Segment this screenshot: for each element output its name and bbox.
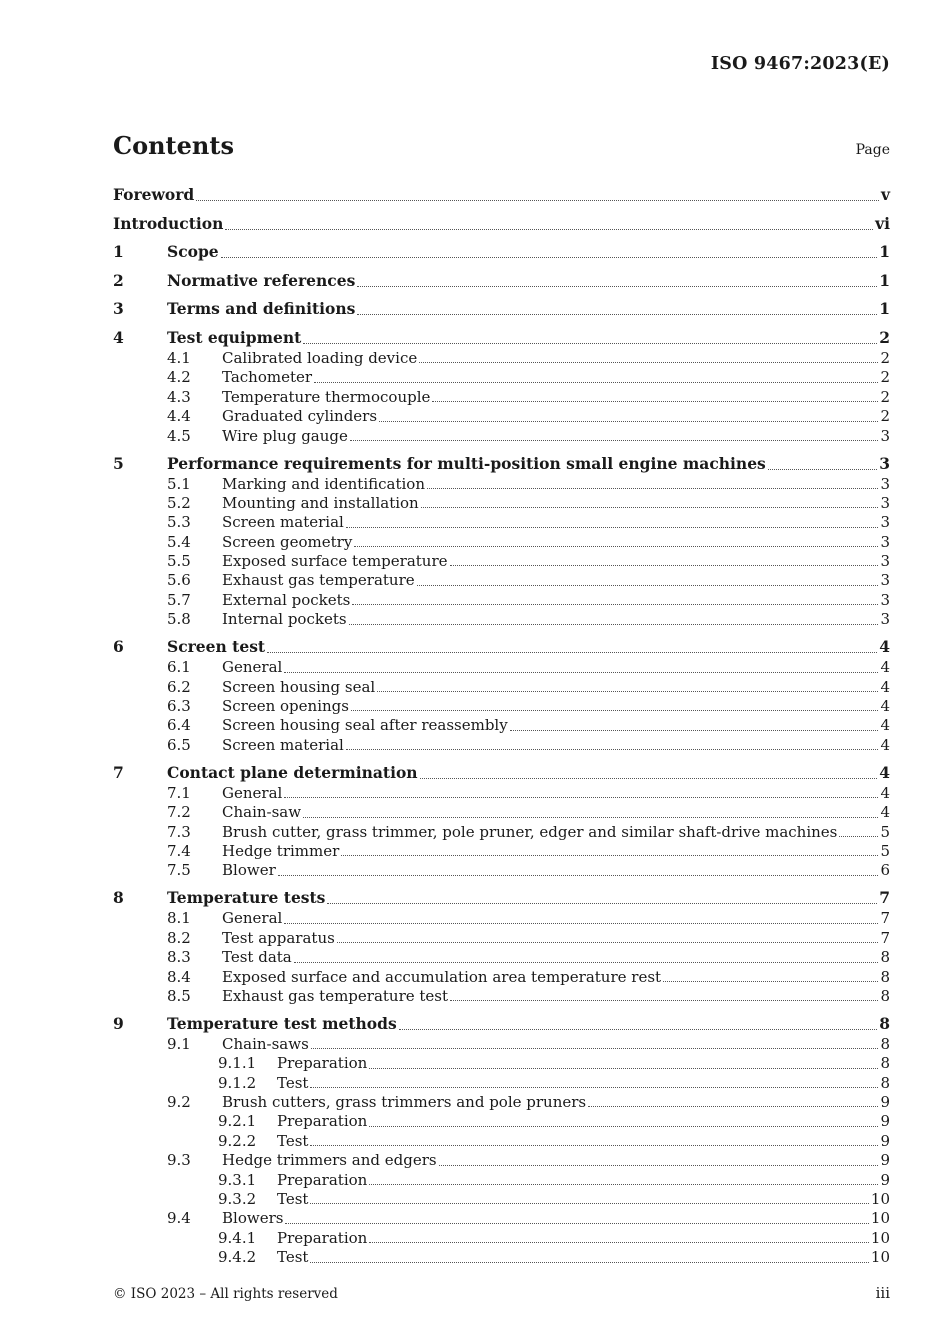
- toc-entry-number: 9: [113, 1013, 124, 1033]
- toc-entry[interactable]: [113, 823, 890, 842]
- toc-entry[interactable]: [113, 552, 890, 571]
- toc-entry-number: 9.2.2: [218, 1131, 257, 1150]
- toc-leader-dots: [377, 690, 878, 692]
- toc-entry-page: 4: [879, 762, 890, 782]
- toc-entry-title: Internal pockets: [222, 610, 347, 629]
- toc-entry[interactable]: [113, 494, 890, 513]
- toc-leader-dots: [420, 777, 878, 779]
- toc-leader-dots: [450, 564, 879, 566]
- toc-entry-title: Blower: [222, 861, 276, 880]
- toc-leader-dots: [341, 854, 878, 856]
- toc-entry-title: Screen housing seal: [222, 677, 376, 696]
- toc-entry-title: Scope: [167, 242, 219, 262]
- toc-entry[interactable]: [113, 571, 890, 590]
- toc-leader-dots: [357, 313, 877, 315]
- toc-entry[interactable]: [113, 697, 890, 716]
- toc-entry-page: 8: [880, 1054, 890, 1073]
- toc-entry-number: 7.5: [167, 861, 191, 880]
- toc-entry-number: 7: [113, 762, 124, 782]
- toc-entry[interactable]: [113, 1248, 890, 1267]
- toc-entry-number: 6.5: [167, 735, 191, 754]
- toc-leader-dots: [450, 999, 878, 1001]
- toc-entry-title: Exposed surface and accumulation area temperature rest: [222, 967, 662, 986]
- toc-leader-dots: [278, 874, 879, 876]
- toc-entry[interactable]: [113, 784, 890, 803]
- toc-entry-page: 10: [870, 1228, 890, 1247]
- toc-entry[interactable]: [113, 368, 890, 387]
- toc-entry[interactable]: [113, 1013, 890, 1035]
- toc-entry[interactable]: [113, 803, 890, 822]
- toc-entry[interactable]: [113, 1171, 890, 1190]
- toc-entry-title: Screen housing seal after reassembly: [222, 716, 508, 735]
- toc-entry-title: External pockets: [222, 590, 351, 609]
- toc-leader-dots: [369, 1125, 878, 1127]
- toc-entry-number: 7.3: [167, 822, 191, 841]
- toc-leader-dots: [311, 1047, 879, 1049]
- toc-entry-title: Hedge trimmers and edgers: [222, 1151, 437, 1170]
- toc-leader-dots: [225, 228, 873, 230]
- footer-copyright: © ISO 2023 – All rights reserved: [113, 1286, 338, 1302]
- toc-entry-page: 3: [880, 532, 890, 551]
- toc-entry-page: 3: [880, 610, 890, 629]
- toc-entry-page: 1: [879, 299, 890, 319]
- toc-entry-number: 7.1: [167, 783, 191, 802]
- toc-entry-number: 9.2: [167, 1093, 191, 1112]
- toc-entry-number: 7.4: [167, 841, 191, 860]
- toc-entry-number: 6.2: [167, 677, 191, 696]
- toc-entry[interactable]: [113, 241, 890, 263]
- toc-entry[interactable]: [113, 533, 890, 552]
- toc-entry[interactable]: [113, 887, 890, 909]
- toc-entry[interactable]: [113, 1132, 890, 1151]
- toc-entry-number: 9.2.1: [218, 1112, 257, 1131]
- toc-entry-page: 6: [880, 861, 890, 880]
- toc-entry-number: 4: [113, 327, 124, 347]
- toc-leader-dots: [284, 922, 878, 924]
- toc-leader-dots: [346, 526, 879, 528]
- toc-entry-title: Chain-saws: [222, 1034, 309, 1053]
- toc-entry-number: 4.1: [167, 348, 191, 367]
- toc-entry-number: 8.2: [167, 928, 191, 947]
- toc-entry-page: 8: [879, 1013, 890, 1033]
- toc-entry-number: 4.2: [167, 368, 191, 387]
- toc-entry-page: 5: [880, 841, 890, 860]
- toc-entry-page: 4: [880, 677, 890, 696]
- toc-entry-page: 9: [880, 1131, 890, 1150]
- toc-entry-page: 10: [870, 1209, 890, 1228]
- toc-entry[interactable]: [113, 1093, 890, 1112]
- toc-entry-number: 7.2: [167, 803, 191, 822]
- toc-entry[interactable]: [113, 610, 890, 629]
- toc-entry-title: Preparation: [277, 1170, 368, 1189]
- toc-entry-page: 9: [880, 1151, 890, 1170]
- toc-entry-title: Chain-saw: [222, 803, 302, 822]
- toc-entry[interactable]: [113, 453, 890, 475]
- toc-leader-dots: [285, 1222, 868, 1224]
- toc-entry-page: 7: [880, 909, 890, 928]
- toc-entry[interactable]: [113, 298, 890, 320]
- toc-entry-number: 4.3: [167, 387, 191, 406]
- toc-leader-dots: [196, 199, 879, 201]
- toc-entry-page: 3: [880, 571, 890, 590]
- toc-leader-dots: [310, 1086, 878, 1088]
- toc-entry-page: 4: [880, 735, 890, 754]
- toc-entry-page: 8: [880, 986, 890, 1005]
- toc-entry-title: Calibrated loading device: [222, 348, 418, 367]
- toc-entry-page: 9: [880, 1170, 890, 1189]
- toc-entry-number: 5.6: [167, 571, 191, 590]
- footer-page-number: iii: [875, 1284, 890, 1302]
- toc-entry-title: Test equipment: [167, 327, 302, 347]
- toc-entry-title: Terms and definitions: [167, 299, 356, 319]
- toc-leader-dots: [510, 729, 879, 731]
- toc-entry-title: Test: [277, 1248, 309, 1267]
- toc-leader-dots: [303, 342, 877, 344]
- toc-entry-title: Normative references: [167, 270, 356, 290]
- toc-entry-title: Marking and identification: [222, 474, 425, 493]
- toc-leader-dots: [663, 980, 878, 982]
- toc-entry-number: 5.5: [167, 552, 191, 571]
- toc-entry[interactable]: [113, 349, 890, 368]
- toc-entry[interactable]: [113, 513, 890, 532]
- toc-entry-title: Test apparatus: [222, 928, 335, 947]
- toc-leader-dots: [839, 835, 878, 837]
- toc-entry[interactable]: [113, 1074, 890, 1093]
- toc-leader-dots: [379, 420, 878, 422]
- toc-leader-dots: [284, 796, 878, 798]
- toc-entry[interactable]: [113, 475, 890, 494]
- toc-leader-dots: [588, 1105, 878, 1107]
- toc-entry-page: 3: [880, 474, 890, 493]
- toc-entry[interactable]: [113, 658, 890, 677]
- toc-entry-title: Screen material: [222, 735, 344, 754]
- toc-entry[interactable]: [113, 327, 890, 349]
- toc-entry-number: 2: [113, 270, 124, 290]
- toc-entry-page: 3: [880, 552, 890, 571]
- toc-leader-dots: [768, 468, 877, 470]
- toc-entry-title: Foreword: [113, 185, 195, 204]
- toc-entry-page: 8: [880, 967, 890, 986]
- table-of-contents: [113, 184, 890, 1268]
- toc-entry-page: 3: [879, 453, 890, 473]
- toc-entry-title: Blowers: [222, 1209, 284, 1228]
- toc-entry-title: Graduated cylinders: [222, 407, 378, 426]
- toc-leader-dots: [310, 1261, 868, 1263]
- toc-leader-dots: [357, 285, 877, 287]
- toc-entry-page: 5: [880, 822, 890, 841]
- toc-entry[interactable]: [113, 968, 890, 987]
- toc-leader-dots: [346, 748, 879, 750]
- toc-entry[interactable]: [113, 407, 890, 426]
- toc-entry-number: 5.1: [167, 474, 191, 493]
- toc-entry[interactable]: [113, 762, 890, 784]
- toc-leader-dots: [432, 400, 878, 402]
- toc-entry-page: 2: [880, 387, 890, 406]
- page-column-label: Page: [855, 142, 890, 158]
- toc-entry-number: 6: [113, 637, 124, 657]
- toc-entry-title: Contact plane determination: [167, 762, 418, 782]
- toc-entry-title: Preparation: [277, 1112, 368, 1131]
- toc-entry-page: 8: [880, 948, 890, 967]
- toc-entry-page: 2: [880, 368, 890, 387]
- toc-leader-dots: [310, 1144, 878, 1146]
- toc-entry-page: 8: [880, 1073, 890, 1092]
- toc-entry-page: 10: [870, 1248, 890, 1267]
- toc-entry-title: Wire plug gauge: [222, 426, 348, 445]
- toc-entry-title: Preparation: [277, 1054, 368, 1073]
- toc-entry-page: 7: [880, 928, 890, 947]
- toc-entry-number: 4.4: [167, 407, 191, 426]
- toc-entry-title: Screen geometry: [222, 532, 353, 551]
- toc-entry[interactable]: [113, 716, 890, 735]
- toc-entry-number: 9.4: [167, 1209, 191, 1228]
- toc-entry[interactable]: [113, 591, 890, 610]
- toc-entry-page: 1: [879, 242, 890, 262]
- toc-leader-dots: [439, 1164, 879, 1166]
- toc-entry[interactable]: [113, 987, 890, 1006]
- toc-entry-number: 8: [113, 888, 124, 908]
- document-id: ISO 9467:2023(E): [710, 54, 890, 74]
- toc-leader-dots: [267, 651, 877, 653]
- toc-entry-title: Test data: [222, 948, 292, 967]
- toc-entry-number: 9.4.2: [218, 1248, 257, 1267]
- toc-leader-dots: [369, 1241, 869, 1243]
- toc-leader-dots: [314, 381, 878, 383]
- toc-leader-dots: [419, 361, 878, 363]
- toc-leader-dots: [349, 623, 879, 625]
- toc-entry-number: 9.1.1: [218, 1054, 257, 1073]
- toc-entry-title: General: [222, 658, 283, 677]
- toc-entry[interactable]: [113, 1190, 890, 1209]
- toc-entry[interactable]: [113, 678, 890, 697]
- toc-entry-number: 5.2: [167, 493, 191, 512]
- toc-entry-page: 3: [880, 426, 890, 445]
- toc-entry[interactable]: [113, 929, 890, 948]
- toc-entry-page: 4: [880, 783, 890, 802]
- toc-entry-title: Brush cutters, grass trimmers and pole pruners: [222, 1093, 587, 1112]
- toc-entry-number: 9.1.2: [218, 1073, 257, 1092]
- toc-entry[interactable]: [113, 948, 890, 967]
- toc-entry-title: Temperature test methods: [167, 1013, 397, 1033]
- toc-entry-page: 4: [880, 803, 890, 822]
- toc-leader-dots: [350, 439, 879, 441]
- toc-entry-number: 9.4.1: [218, 1228, 257, 1247]
- toc-entry-title: Brush cutter, grass trimmer, pole pruner, edger and similar shaft-drive machines: [222, 822, 838, 841]
- toc-entry-title: Screen openings: [222, 697, 349, 716]
- toc-entry-title: Test: [277, 1190, 309, 1208]
- toc-entry-number: 6.4: [167, 716, 191, 735]
- toc-entry-page: v: [880, 185, 890, 204]
- toc-entry[interactable]: [113, 636, 890, 658]
- toc-entry-number: 8.5: [167, 986, 191, 1005]
- toc-leader-dots: [352, 603, 878, 605]
- toc-entry[interactable]: [113, 1229, 890, 1248]
- toc-entry-page: 3: [880, 513, 890, 532]
- toc-entry[interactable]: [113, 861, 890, 880]
- toc-leader-dots: [427, 487, 878, 489]
- toc-entry[interactable]: [113, 1151, 890, 1170]
- toc-entry-page: 2: [880, 407, 890, 426]
- toc-leader-dots: [337, 941, 879, 943]
- toc-leader-dots: [221, 256, 878, 258]
- toc-entry[interactable]: [113, 213, 890, 235]
- toc-entry-title: Mounting and installation: [222, 493, 419, 512]
- toc-entry-title: Screen test: [167, 637, 266, 657]
- toc-entry[interactable]: [113, 270, 890, 292]
- toc-leader-dots: [354, 545, 878, 547]
- toc-entry-title: Test: [277, 1131, 309, 1150]
- toc-entry-title: Preparation: [277, 1228, 368, 1247]
- toc-entry-number: 8.1: [167, 909, 191, 928]
- toc-entry-title: General: [222, 783, 283, 802]
- toc-entry-number: 9.3.2: [218, 1190, 257, 1208]
- toc-entry[interactable]: [113, 184, 890, 206]
- page-title: Contents: [113, 131, 234, 160]
- toc-entry-page: 2: [880, 348, 890, 367]
- toc-entry[interactable]: [113, 1054, 890, 1073]
- toc-entry-number: 5.4: [167, 532, 191, 551]
- toc-entry-page: 4: [880, 658, 890, 677]
- toc-entry-page: 9: [880, 1093, 890, 1112]
- toc-entry-page: 1: [879, 270, 890, 290]
- toc-entry-number: 4.5: [167, 426, 191, 445]
- toc-leader-dots: [294, 961, 879, 963]
- toc-entry-title: Screen material: [222, 513, 344, 532]
- toc-entry-number: 8.3: [167, 948, 191, 967]
- toc-leader-dots: [351, 709, 878, 711]
- toc-entry-title: Exhaust gas temperature: [222, 571, 415, 590]
- toc-entry-page: 9: [880, 1112, 890, 1131]
- toc-leader-dots: [369, 1183, 878, 1185]
- toc-entry-title: General: [222, 909, 283, 928]
- toc-entry-page: 10: [870, 1190, 890, 1208]
- toc-entry[interactable]: [113, 1035, 890, 1054]
- toc-entry[interactable]: [113, 909, 890, 928]
- toc-entry-page: 4: [880, 697, 890, 716]
- toc-entry-number: 6.1: [167, 658, 191, 677]
- toc-entry-title: Temperature thermocouple: [222, 387, 431, 406]
- toc-entry-number: 1: [113, 242, 124, 262]
- toc-leader-dots: [327, 902, 877, 904]
- toc-entry-page: 8: [880, 1034, 890, 1053]
- toc-entry-title: Tachometer: [222, 368, 313, 387]
- toc-leader-dots: [303, 816, 878, 818]
- toc-entry-page: 2: [879, 327, 890, 347]
- toc-entry-title: Temperature tests: [167, 888, 326, 908]
- toc-entry-title: Exposed surface temperature: [222, 552, 448, 571]
- toc-entry-page: 3: [880, 493, 890, 512]
- toc-entry-number: 9.1: [167, 1034, 191, 1053]
- toc-entry-page: 3: [880, 590, 890, 609]
- toc-entry[interactable]: [113, 1112, 890, 1131]
- toc-entry-number: 5: [113, 453, 124, 473]
- toc-entry-title: Hedge trimmer: [222, 841, 340, 860]
- toc-entry-page: vi: [875, 213, 890, 233]
- toc-entry-number: 5.7: [167, 590, 191, 609]
- toc-entry[interactable]: [113, 1209, 890, 1228]
- toc-entry-number: 5.3: [167, 513, 191, 532]
- toc-entry-page: 7: [879, 888, 890, 908]
- toc-leader-dots: [399, 1028, 878, 1030]
- toc-entry[interactable]: [113, 427, 890, 446]
- toc-entry-title: Exhaust gas temperature test: [222, 986, 449, 1005]
- toc-leader-dots: [310, 1202, 868, 1204]
- toc-entry-number: 6.3: [167, 697, 191, 716]
- toc-entry[interactable]: [113, 842, 890, 861]
- toc-entry-number: 8.4: [167, 967, 191, 986]
- toc-entry-title: Test: [277, 1073, 309, 1092]
- toc-entry-page: 4: [880, 716, 890, 735]
- toc-entry[interactable]: [113, 736, 890, 755]
- toc-entry-title: Introduction: [113, 213, 224, 233]
- toc-entry-number: 9.3: [167, 1151, 191, 1170]
- toc-entry-number: 5.8: [167, 610, 191, 629]
- toc-entry-title: Performance requirements for multi-position small engine machines: [167, 453, 766, 473]
- toc-leader-dots: [369, 1067, 878, 1069]
- toc-leader-dots: [284, 671, 878, 673]
- toc-leader-dots: [417, 584, 879, 586]
- toc-entry-page: 4: [879, 637, 890, 657]
- toc-leader-dots: [421, 506, 879, 508]
- toc-entry[interactable]: [113, 388, 890, 407]
- toc-entry-number: 3: [113, 299, 124, 319]
- toc-entry-number: 9.3.1: [218, 1170, 257, 1189]
